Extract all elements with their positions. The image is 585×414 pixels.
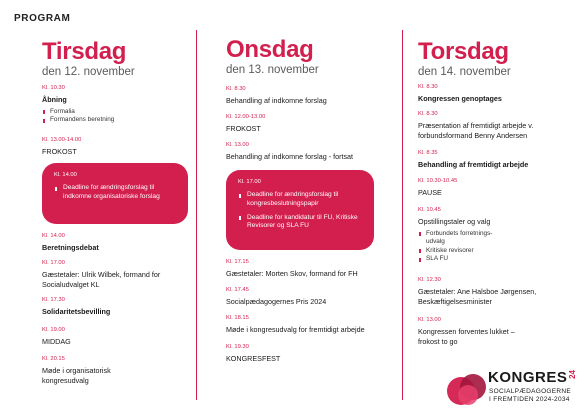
schedule-item	[226, 344, 280, 364]
schedule-item	[226, 259, 396, 279]
bullet-item: Kritiske revisorer	[418, 247, 508, 256]
schedule-item	[226, 114, 265, 134]
column-divider	[402, 30, 403, 400]
logo-subtitle: I FREMTIDEN 2024-2034	[489, 396, 570, 403]
schedule-item	[226, 86, 327, 106]
schedule-item	[226, 142, 396, 162]
item-bullets	[418, 230, 508, 264]
item-time: Kl. 8.30	[226, 86, 246, 92]
item-time: Kl. 8.35	[418, 150, 438, 156]
item-time: Kl. 13.00	[226, 142, 249, 148]
item-title: Kongressen forventes lukket – frokost to go	[418, 327, 515, 346]
item-time: Kl. 17.00	[42, 260, 65, 266]
bullet-item: Forbundets forretnings-udvalg	[418, 230, 508, 247]
item-title: Solidaritetsbevilling	[42, 307, 111, 316]
item-time: Kl. 17.00	[238, 179, 261, 185]
day-title: Tirsdag	[42, 38, 127, 65]
item-title: Behandling af indkomne forslag	[226, 96, 327, 105]
item-time: Kl. 8.30	[418, 111, 438, 117]
highlight-item: Deadline for kandidatur til FU, Kritiske Revisorer og SLA FU	[238, 214, 364, 232]
program-label: PROGRAM	[14, 13, 71, 24]
item-time: Kl. 18.15	[226, 315, 249, 321]
bullet-item: Formandens beretning	[42, 116, 114, 125]
schedule-item	[418, 207, 508, 264]
schedule-item	[42, 297, 110, 317]
item-title: Præsentation af fremtidigt arbejde v. forbundsformand Benny Andersen	[418, 121, 534, 140]
schedule-item	[418, 150, 528, 170]
item-time: Kl. 17.30	[42, 297, 65, 303]
item-time: Kl. 19.30	[226, 344, 249, 350]
logo-word: KONGRES	[488, 369, 568, 386]
item-title: Møde i organisatorisk kongresudvalg	[42, 366, 111, 385]
item-title: Gæstetaler: Ulrik Wilbek, formand for Socialudvalget KL	[42, 270, 161, 289]
item-time: Kl. 20.15	[42, 356, 65, 362]
logo-subtitle: SOCIALPÆDAGOGERNE	[489, 388, 572, 395]
day-date: den 12. november	[42, 66, 135, 78]
bullet-item: SLA FU	[418, 255, 508, 264]
item-title: Socialpædagogernes Pris 2024	[226, 297, 327, 306]
day-title: Onsdag	[226, 36, 314, 63]
item-title: Møde i kongresudvalg for fremtidigt arbejde	[226, 325, 365, 334]
day-date: den 13. november	[226, 64, 319, 76]
schedule-item	[226, 315, 396, 335]
schedule-item	[42, 356, 132, 385]
item-time: Kl. 14.00	[54, 172, 77, 178]
item-time: Kl. 10.30-10.45	[418, 178, 458, 184]
item-title: Behandling af fremtidigt arbejde	[418, 160, 529, 169]
item-title: FROKOST	[226, 124, 261, 133]
item-time: Kl. 10.45	[418, 207, 441, 213]
item-time: Kl. 19.00	[42, 327, 65, 333]
day-title: Torsdag	[418, 38, 509, 65]
logo-circles-icon	[446, 369, 490, 407]
item-time: Kl. 13.00	[418, 317, 441, 323]
item-title: Kongressen genoptages	[418, 94, 502, 103]
item-title: Åbning	[42, 95, 67, 104]
schedule-item	[418, 111, 578, 140]
schedule-item	[42, 85, 114, 125]
item-title: MIDDAG	[42, 337, 71, 346]
logo-number: 24	[568, 370, 577, 379]
item-title: Gæstetaler: Morten Skov, formand for FH	[226, 269, 358, 278]
item-time: Kl. 12.30	[418, 277, 441, 283]
schedule-item	[418, 178, 457, 198]
item-title: PAUSE	[418, 188, 442, 197]
item-title: Opstillingstaler og valg	[418, 217, 491, 226]
column-divider	[196, 30, 197, 400]
item-time: Kl. 10.30	[42, 85, 65, 91]
item-time: Kl. 12.00-13.00	[226, 114, 266, 120]
item-time: Kl. 14.00	[42, 233, 65, 239]
schedule-item	[42, 137, 81, 157]
highlight-item: Deadline for ændringsforslag til kongresbeslutningspapir	[238, 191, 364, 209]
schedule-item	[418, 84, 502, 104]
item-time: Kl. 17.15	[226, 259, 249, 265]
bullet-item: Formalia	[42, 108, 114, 117]
schedule-item	[42, 327, 71, 347]
deadline-highlight	[42, 163, 188, 224]
item-title: FROKOST	[42, 147, 77, 156]
item-title: Behandling af indkomne forslag - fortsat	[226, 152, 354, 161]
kongres-logo	[446, 368, 582, 408]
schedule-item	[42, 233, 99, 253]
item-title: Gæstetaler: Ane Halsboe Jørgensen, Beskæftigelsesminister	[418, 287, 537, 306]
item-time: Kl. 17.45	[226, 287, 249, 293]
schedule-item	[418, 317, 528, 346]
highlight-item: Deadline for ændringsforslag til indkomne organisatoriske forslag	[54, 184, 178, 202]
schedule-item	[226, 287, 326, 307]
item-time: Kl. 8.30	[418, 84, 438, 90]
item-title: Beretningsdebat	[42, 243, 99, 252]
schedule-item	[418, 277, 578, 306]
deadline-highlight	[226, 170, 374, 250]
item-title: KONGRESFEST	[226, 354, 281, 363]
day-date: den 14. november	[418, 66, 511, 78]
item-bullets	[42, 108, 114, 125]
schedule-item	[42, 260, 162, 289]
item-time: Kl. 13.00-14.00	[42, 137, 82, 143]
